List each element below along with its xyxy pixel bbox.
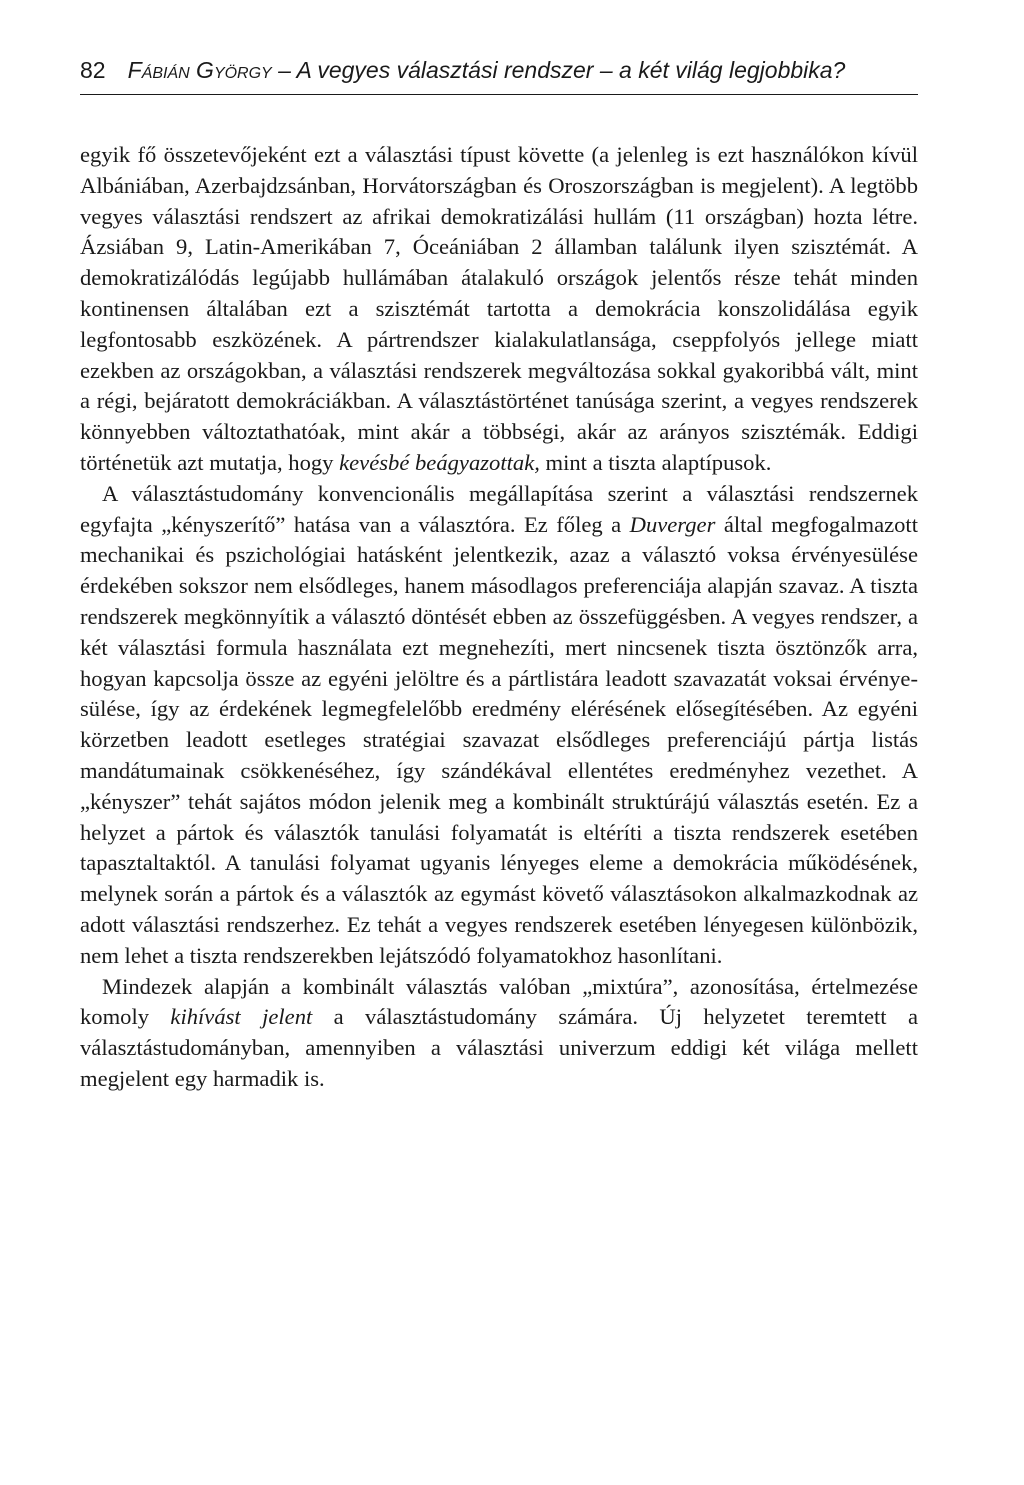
- paragraph-2: [80, 479, 918, 972]
- text-run: egyik fő összetevőjeként ezt a választási típust követte (a jelenleg is ezt használókon kívül Albániában, Azerbajdzsánban, Horvátországban és Oroszországban is megjelent). A legtöbb vegyes választási rendszert az afrikai demokratizálási hullám (11 országban) hozta létre. Ázsiában 9, Latin-Amerikában 7, Óceániában 2 államban találunk ilyen szisztémát. A demokratizálódás legújabb hullámában átalakuló országok jelentős része tehát minden kontinensen általában ezt a szisztémát tartotta a demokrácia konszolidálása egyik legfontosabb eszközének. A pártrendszer kialakulatlansága, cseppfolyós jellege miatt ezekben az országokban, a választási rendszerek megváltozása sokkal gyakoribbá vált, mint a régi, bejáratott demokráciákban. A választástörténet tanúsága szerint, a vegyes rendszerek könnyebben változtathatóak, mint akár a többségi, akár az arányos szisztémák. Eddigi történetük azt mutatja, hogy: [80, 142, 918, 475]
- body-text: [80, 140, 918, 1095]
- italic-run: kevésbé beágyazottak,: [339, 449, 540, 475]
- italic-run: Duverger: [629, 511, 716, 537]
- paragraph-1: [80, 140, 918, 479]
- text-run: A választástudomány konvencionális megállapítása szerint a választási rendszernek egyfajta „kényszerítő” hatása van a választóra. Ez főleg a: [80, 480, 918, 537]
- paragraph-3: [80, 972, 918, 1095]
- text-run: által megfogalmazott mechanikai és pszichológiai hatásként jelentkezik, azaz a választó voksa érvényesülése érdekében sokszor nem elsődleges, hanem másodlagos preferenciája alapján szavaz. A tiszta rendszerek megkönnyítik a választó döntését ebben az összefüggésben. A vegyes rendszer, a két választási formula használata ezt megnehezíti, mert nincsenek tiszta ösztönzők arra, hogyan kapcsolja össze az egyéni jelöltre és a pártlistára leadott szavazatát voksai érvényesülése, így az érdekének legmegfelelőbb eredmény elérésének elősegítésében. Az egyéni körzetben leadott esetleges stratégiai szavazat elsődleges preferenciájú pártja listás mandátumainak csökkenéséhez, így szándékával ellentétes eredményhez vezethet. A „kényszer” tehát sajátos módon jelenik meg a kombinált struktúrájú választás esetén. Ez a helyzet a pártok és választók tanulási folyamatát is eltéríti a tiszta rendszerek esetében tapasztaltaktól. A tanulási folyamat ugyanis lényeges eleme a demokrácia működésének, melynek során a pártok és a választók az egymást követő választásokon alkalmazkodnak az adott választási rendszerhez. Ez tehát a vegyes rendszerek esetében lényegesen különbözik, nem lehet a tiszta rendszerekben lejátszódó folyamatokhoz hasonlítani.: [80, 511, 918, 968]
- page-number: 82: [80, 57, 106, 83]
- text-run: mint a tiszta alaptípusok.: [539, 449, 772, 475]
- text-run: Mindezek alapján a kombinált választás valóban „mixtúra”, azonosítása, értelmezése komoly: [80, 973, 918, 1030]
- header-separator: –: [271, 57, 297, 83]
- italic-run: kihívást jelent: [170, 1004, 313, 1030]
- text-run: a választástudomány számára. Új helyzetet teremtett a választástudományban, amennyiben a választási univerzum eddigi két világa mellett megjelent egy harmadik is.: [80, 1004, 918, 1091]
- running-header: [80, 45, 918, 95]
- header-title: A vegyes választási rendszer – a két világ legjobbika?: [296, 57, 846, 83]
- header-author: Fábián György: [127, 57, 272, 83]
